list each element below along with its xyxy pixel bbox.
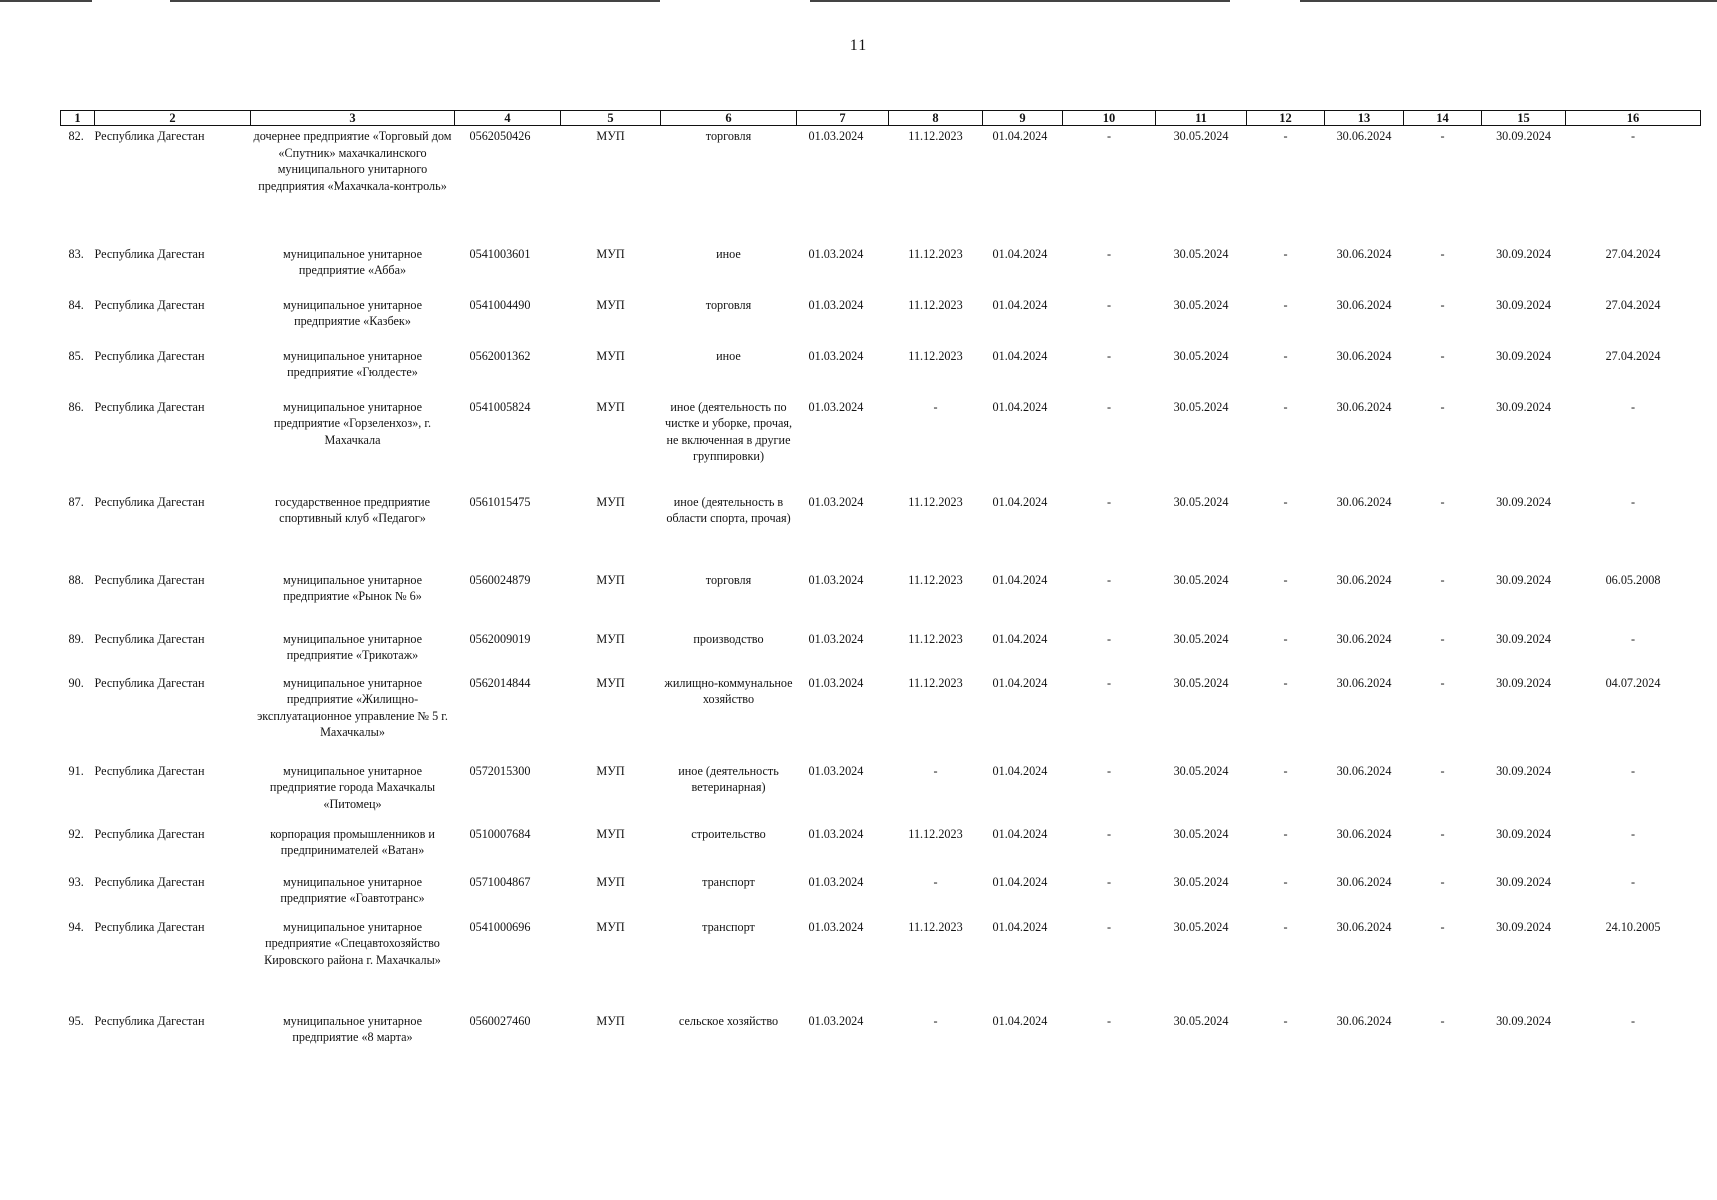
- column-header-12: 12: [1247, 111, 1325, 126]
- column-header-10: 10: [1063, 111, 1156, 126]
- cell-col-14: -: [1440, 297, 1445, 312]
- cell-col-3: дочернее предприятие «Торговый дом «Спутник» махачкалинского муниципального унитарного предприятия «Махачкала-контроль»: [253, 129, 452, 193]
- cell-col-12: -: [1283, 246, 1288, 261]
- cell-col-16: -: [1630, 874, 1636, 889]
- table-row: [61, 760, 1701, 823]
- cell-col-13: 30.06.2024: [1336, 348, 1392, 363]
- column-header-15: 15: [1482, 111, 1566, 126]
- cell-col-14: -: [1440, 919, 1445, 934]
- cell-col-11: 30.05.2024: [1173, 348, 1229, 363]
- column-header-9: 9: [983, 111, 1063, 126]
- cell-col-15: 30.09.2024: [1496, 348, 1551, 363]
- cell-col-16: -: [1630, 399, 1636, 414]
- cell-col-14: -: [1440, 494, 1445, 509]
- cell-col-2: Республика Дагестан: [94, 348, 205, 363]
- cell-col-5: МУП: [596, 675, 625, 690]
- cell-col-16: -: [1630, 826, 1636, 841]
- cell-col-7: 01.03.2024: [808, 572, 864, 587]
- header-row: [61, 111, 1701, 126]
- cell-col-9: 01.04.2024: [992, 246, 1048, 261]
- cell-col-16: -: [1630, 763, 1636, 778]
- cell-col-4: 0560024879: [469, 572, 531, 587]
- cell-col-8: 11.12.2023: [908, 494, 963, 509]
- cell-col-1: 86.: [68, 399, 84, 414]
- cell-col-12: -: [1283, 399, 1288, 414]
- cell-col-3: муниципальное унитарное предприятие «Горзеленхоз», г. Махачкала: [273, 399, 432, 447]
- cell-col-1: 89.: [68, 631, 84, 646]
- cell-col-11: 30.05.2024: [1173, 763, 1229, 778]
- cell-col-13: 30.06.2024: [1336, 826, 1392, 841]
- cell-col-15: 30.09.2024: [1496, 874, 1551, 889]
- cell-col-7: 01.03.2024: [808, 1013, 864, 1028]
- cell-col-11: 30.05.2024: [1173, 297, 1229, 312]
- cell-col-13: 30.06.2024: [1336, 246, 1392, 261]
- cell-col-15: 30.09.2024: [1496, 675, 1551, 690]
- top-rule: [810, 0, 1230, 2]
- cell-col-4: 0541004490: [469, 297, 531, 312]
- cell-col-16: -: [1630, 129, 1636, 143]
- table-row: [61, 126, 1701, 243]
- cell-col-14: -: [1440, 1013, 1445, 1028]
- cell-col-12: -: [1283, 826, 1288, 841]
- cell-col-10: -: [1106, 399, 1112, 414]
- column-header-14: 14: [1404, 111, 1482, 126]
- cell-col-15: 30.09.2024: [1496, 129, 1551, 143]
- cell-col-14: -: [1440, 826, 1445, 841]
- cell-col-6: жилищно-коммунальное хозяйство: [664, 675, 793, 707]
- cell-col-14: -: [1440, 631, 1445, 646]
- cell-col-10: -: [1106, 826, 1112, 841]
- cell-col-15: 30.09.2024: [1496, 631, 1551, 646]
- cell-col-9: 01.04.2024: [992, 1013, 1048, 1028]
- cell-col-13: 30.06.2024: [1336, 572, 1392, 587]
- cell-col-5: МУП: [596, 348, 625, 363]
- cell-col-7: 01.03.2024: [808, 919, 864, 934]
- table-row: [61, 916, 1701, 1010]
- cell-col-16: -: [1630, 631, 1636, 646]
- cell-col-6: транспорт: [702, 919, 755, 934]
- table-row: [61, 491, 1701, 569]
- cell-col-6: строительство: [691, 826, 766, 841]
- cell-col-2: Республика Дагестан: [94, 297, 205, 312]
- cell-col-16: 06.05.2008: [1605, 572, 1661, 587]
- cell-col-12: -: [1283, 763, 1288, 778]
- cell-col-6: иное (деятельность ветеринарная): [678, 763, 779, 795]
- cell-col-6: иное: [716, 348, 741, 363]
- cell-col-9: 01.04.2024: [992, 874, 1048, 889]
- cell-col-12: -: [1283, 129, 1288, 143]
- cell-col-5: МУП: [596, 631, 625, 646]
- column-header-7: 7: [797, 111, 889, 126]
- cell-col-12: -: [1283, 1013, 1288, 1028]
- table-row: [61, 823, 1701, 871]
- cell-col-16: 27.04.2024: [1605, 348, 1661, 363]
- cell-col-16: -: [1630, 1013, 1636, 1028]
- cell-col-15: 30.09.2024: [1496, 826, 1551, 841]
- cell-col-6: транспорт: [702, 874, 755, 889]
- column-header-13: 13: [1325, 111, 1404, 126]
- cell-col-10: -: [1106, 919, 1112, 934]
- table-row: [61, 243, 1701, 294]
- cell-col-8: 11.12.2023: [908, 631, 963, 646]
- cell-col-2: Республика Дагестан: [94, 675, 205, 690]
- cell-col-13: 30.06.2024: [1336, 763, 1392, 778]
- cell-col-3: муниципальное унитарное предприятие «8 марта»: [282, 1013, 423, 1045]
- cell-col-11: 30.05.2024: [1173, 399, 1229, 414]
- cell-col-4: 0562050426: [469, 129, 531, 143]
- cell-col-8: -: [933, 399, 938, 414]
- cell-col-8: -: [933, 1013, 938, 1028]
- cell-col-6: торговля: [705, 129, 752, 143]
- cell-col-4: 0510007684: [469, 826, 531, 841]
- cell-col-8: -: [933, 763, 938, 778]
- cell-col-7: 01.03.2024: [808, 348, 864, 363]
- cell-col-15: 30.09.2024: [1496, 494, 1551, 509]
- cell-col-13: 30.06.2024: [1336, 1013, 1392, 1028]
- cell-col-14: -: [1440, 129, 1445, 143]
- column-header-16: 16: [1566, 111, 1701, 126]
- cell-col-9: 01.04.2024: [992, 763, 1048, 778]
- column-header-4: 4: [455, 111, 561, 126]
- cell-col-2: Республика Дагестан: [94, 246, 205, 261]
- table-row: [61, 871, 1701, 916]
- cell-col-2: Республика Дагестан: [94, 631, 205, 646]
- table-row: [61, 569, 1701, 628]
- cell-col-1: 92.: [68, 826, 84, 841]
- cell-col-12: -: [1283, 675, 1288, 690]
- cell-col-10: -: [1106, 348, 1112, 363]
- cell-col-10: -: [1106, 572, 1112, 587]
- cell-col-2: Республика Дагестан: [94, 826, 205, 841]
- cell-col-7: 01.03.2024: [808, 297, 864, 312]
- cell-col-9: 01.04.2024: [992, 399, 1048, 414]
- cell-col-4: 0562009019: [469, 631, 531, 646]
- cell-col-8: 11.12.2023: [908, 675, 963, 690]
- cell-col-9: 01.04.2024: [992, 297, 1048, 312]
- cell-col-1: 94.: [68, 919, 84, 934]
- cell-col-12: -: [1283, 572, 1288, 587]
- cell-col-5: МУП: [596, 919, 625, 934]
- column-header-8: 8: [889, 111, 983, 126]
- cell-col-3: муниципальное унитарное предприятие «Жилищно-эксплуатационное управление № 5 г. Махачкалы»: [257, 675, 448, 740]
- cell-col-9: 01.04.2024: [992, 631, 1048, 646]
- cell-col-3: муниципальное унитарное предприятие «Спецавтохозяйство Кировского района г. Махачкалы»: [264, 919, 441, 967]
- cell-col-5: МУП: [596, 399, 625, 414]
- cell-col-4: 0562001362: [469, 348, 531, 363]
- cell-col-8: 11.12.2023: [908, 826, 963, 841]
- cell-col-1: 82.: [68, 129, 84, 143]
- cell-col-4: 0541005824: [469, 399, 531, 414]
- cell-col-11: 30.05.2024: [1173, 919, 1229, 934]
- cell-col-1: 83.: [68, 246, 84, 261]
- cell-col-3: муниципальное унитарное предприятие «Казбек»: [282, 297, 423, 329]
- cell-col-13: 30.06.2024: [1336, 399, 1392, 414]
- cell-col-12: -: [1283, 297, 1288, 312]
- cell-col-4: 0572015300: [469, 763, 531, 778]
- cell-col-9: 01.04.2024: [992, 348, 1048, 363]
- cell-col-13: 30.06.2024: [1336, 494, 1392, 509]
- cell-col-1: 93.: [68, 874, 84, 889]
- top-rule: [0, 0, 92, 2]
- cell-col-6: торговля: [705, 297, 752, 312]
- cell-col-5: МУП: [596, 763, 625, 778]
- cell-col-3: муниципальное унитарное предприятие «Гюлдесте»: [282, 348, 423, 380]
- cell-col-13: 30.06.2024: [1336, 874, 1392, 889]
- top-rule: [1300, 0, 1717, 2]
- cell-col-1: 87.: [68, 494, 84, 509]
- cell-col-8: 11.12.2023: [908, 129, 963, 143]
- cell-col-7: 01.03.2024: [808, 763, 864, 778]
- table-row: [61, 345, 1701, 396]
- cell-col-12: -: [1283, 348, 1288, 363]
- table-row: [61, 1010, 1701, 1065]
- cell-col-3: корпорация промышленников и предпринимателей «Ватан»: [270, 826, 435, 858]
- cell-col-8: 11.12.2023: [908, 348, 963, 363]
- cell-col-4: 0541003601: [469, 246, 531, 261]
- table-row: [61, 396, 1701, 491]
- cell-col-2: Республика Дагестан: [94, 129, 205, 143]
- cell-col-10: -: [1106, 675, 1112, 690]
- cell-col-9: 01.04.2024: [992, 494, 1048, 509]
- cell-col-10: -: [1106, 297, 1112, 312]
- cell-col-2: Республика Дагестан: [94, 874, 205, 889]
- cell-col-10: -: [1106, 129, 1112, 143]
- cell-col-3: муниципальное унитарное предприятие «Абба»: [282, 246, 423, 278]
- cell-col-8: 11.12.2023: [908, 572, 963, 587]
- table-body: [61, 126, 1701, 1065]
- cell-col-7: 01.03.2024: [808, 826, 864, 841]
- cell-col-14: -: [1440, 675, 1445, 690]
- cell-col-7: 01.03.2024: [808, 129, 864, 143]
- cell-col-1: 88.: [68, 572, 84, 587]
- cell-col-3: муниципальное унитарное предприятие «Трикотаж»: [282, 631, 423, 663]
- cell-col-13: 30.06.2024: [1336, 129, 1392, 143]
- cell-col-9: 01.04.2024: [992, 129, 1048, 143]
- cell-col-1: 90.: [68, 675, 84, 690]
- cell-col-15: 30.09.2024: [1496, 572, 1551, 587]
- cell-col-11: 30.05.2024: [1173, 246, 1229, 261]
- cell-col-10: -: [1106, 631, 1112, 646]
- cell-col-3: государственное предприятие спортивный клуб «Педагог»: [274, 494, 430, 526]
- column-header-11: 11: [1156, 111, 1247, 126]
- cell-col-10: -: [1106, 494, 1112, 509]
- cell-col-6: производство: [693, 631, 764, 646]
- cell-col-8: 11.12.2023: [908, 297, 963, 312]
- cell-col-5: МУП: [596, 826, 625, 841]
- cell-col-15: 30.09.2024: [1496, 297, 1551, 312]
- cell-col-1: 84.: [68, 297, 84, 312]
- column-header-2: 2: [95, 111, 251, 126]
- cell-col-1: 95.: [68, 1013, 84, 1028]
- cell-col-14: -: [1440, 874, 1445, 889]
- cell-col-1: 85.: [68, 348, 84, 363]
- cell-col-5: МУП: [596, 874, 625, 889]
- cell-col-5: МУП: [596, 297, 625, 312]
- cell-col-11: 30.05.2024: [1173, 826, 1229, 841]
- cell-col-8: -: [933, 874, 938, 889]
- cell-col-15: 30.09.2024: [1496, 763, 1551, 778]
- cell-col-14: -: [1440, 399, 1445, 414]
- cell-col-5: МУП: [596, 494, 625, 509]
- cell-col-7: 01.03.2024: [808, 631, 864, 646]
- cell-col-13: 30.06.2024: [1336, 675, 1392, 690]
- cell-col-9: 01.04.2024: [992, 919, 1048, 934]
- cell-col-12: -: [1283, 874, 1288, 889]
- cell-col-11: 30.05.2024: [1173, 1013, 1229, 1028]
- column-header-1: 1: [61, 111, 95, 126]
- cell-col-16: 27.04.2024: [1605, 246, 1661, 261]
- cell-col-15: 30.09.2024: [1496, 399, 1551, 414]
- cell-col-7: 01.03.2024: [808, 675, 864, 690]
- cell-col-4: 0560027460: [469, 1013, 531, 1028]
- cell-col-16: 04.07.2024: [1605, 675, 1661, 690]
- cell-col-7: 01.03.2024: [808, 246, 864, 261]
- cell-col-16: 27.04.2024: [1605, 297, 1661, 312]
- cell-col-2: Республика Дагестан: [94, 399, 205, 414]
- cell-col-3: муниципальное унитарное предприятие «Рынок № 6»: [282, 572, 423, 604]
- column-header-6: 6: [661, 111, 797, 126]
- cell-col-9: 01.04.2024: [992, 572, 1048, 587]
- cell-col-2: Республика Дагестан: [94, 1013, 205, 1028]
- cell-col-1: 91.: [68, 763, 84, 778]
- cell-col-6: сельское хозяйство: [678, 1013, 779, 1028]
- table-row: [61, 628, 1701, 672]
- cell-col-4: 0541000696: [469, 919, 531, 934]
- cell-col-8: 11.12.2023: [908, 246, 963, 261]
- cell-col-11: 30.05.2024: [1173, 572, 1229, 587]
- table-row: [61, 672, 1701, 760]
- cell-col-2: Республика Дагестан: [94, 763, 205, 778]
- cell-col-9: 01.04.2024: [992, 675, 1048, 690]
- cell-col-8: 11.12.2023: [908, 919, 963, 934]
- cell-col-10: -: [1106, 1013, 1112, 1028]
- cell-col-13: 30.06.2024: [1336, 631, 1392, 646]
- cell-col-3: муниципальное унитарное предприятие «Гоавтотранс»: [280, 874, 425, 906]
- cell-col-5: МУП: [596, 1013, 625, 1028]
- cell-col-2: Республика Дагестан: [94, 919, 205, 934]
- cell-col-6: иное: [716, 246, 741, 261]
- cell-col-5: МУП: [596, 572, 625, 587]
- cell-col-14: -: [1440, 763, 1445, 778]
- page-number: 11: [849, 37, 868, 54]
- cell-col-10: -: [1106, 763, 1112, 778]
- cell-col-6: иное (деятельность по чистке и уборке, прочая, не включенная в другие группировки): [664, 399, 793, 464]
- cell-col-7: 01.03.2024: [808, 874, 864, 889]
- cell-col-13: 30.06.2024: [1336, 297, 1392, 312]
- cell-col-11: 30.05.2024: [1173, 494, 1229, 509]
- cell-col-5: МУП: [596, 129, 625, 143]
- cell-col-4: 0561015475: [469, 494, 531, 509]
- cell-col-3: муниципальное унитарное предприятие города Махачкалы «Питомец»: [269, 763, 436, 811]
- cell-col-11: 30.05.2024: [1173, 874, 1229, 889]
- cell-col-14: -: [1440, 348, 1445, 363]
- cell-col-12: -: [1283, 631, 1288, 646]
- cell-col-5: МУП: [596, 246, 625, 261]
- cell-col-4: 0571004867: [469, 874, 531, 889]
- cell-col-15: 30.09.2024: [1496, 246, 1551, 261]
- cell-col-11: 30.05.2024: [1173, 631, 1229, 646]
- cell-col-15: 30.09.2024: [1496, 1013, 1551, 1028]
- cell-col-6: иное (деятельность в области спорта, прочая): [666, 494, 791, 526]
- cell-col-11: 30.05.2024: [1173, 675, 1229, 690]
- cell-col-4: 0562014844: [469, 675, 531, 690]
- column-header-5: 5: [561, 111, 661, 126]
- cell-col-13: 30.06.2024: [1336, 919, 1392, 934]
- cell-col-2: Республика Дагестан: [94, 494, 205, 509]
- column-header-3: 3: [251, 111, 455, 126]
- register-table: [60, 110, 1701, 1065]
- top-rule: [170, 0, 660, 2]
- table-row: [61, 294, 1701, 345]
- cell-col-2: Республика Дагестан: [94, 572, 205, 587]
- cell-col-10: -: [1106, 246, 1112, 261]
- cell-col-15: 30.09.2024: [1496, 919, 1551, 934]
- cell-col-16: -: [1630, 494, 1636, 509]
- cell-col-12: -: [1283, 494, 1288, 509]
- cell-col-11: 30.05.2024: [1173, 129, 1229, 143]
- cell-col-14: -: [1440, 246, 1445, 261]
- cell-col-7: 01.03.2024: [808, 494, 864, 509]
- cell-col-6: торговля: [705, 572, 752, 587]
- cell-col-10: -: [1106, 874, 1112, 889]
- cell-col-14: -: [1440, 572, 1445, 587]
- cell-col-12: -: [1283, 919, 1288, 934]
- cell-col-7: 01.03.2024: [808, 399, 864, 414]
- cell-col-9: 01.04.2024: [992, 826, 1048, 841]
- cell-col-16: 24.10.2005: [1605, 919, 1661, 934]
